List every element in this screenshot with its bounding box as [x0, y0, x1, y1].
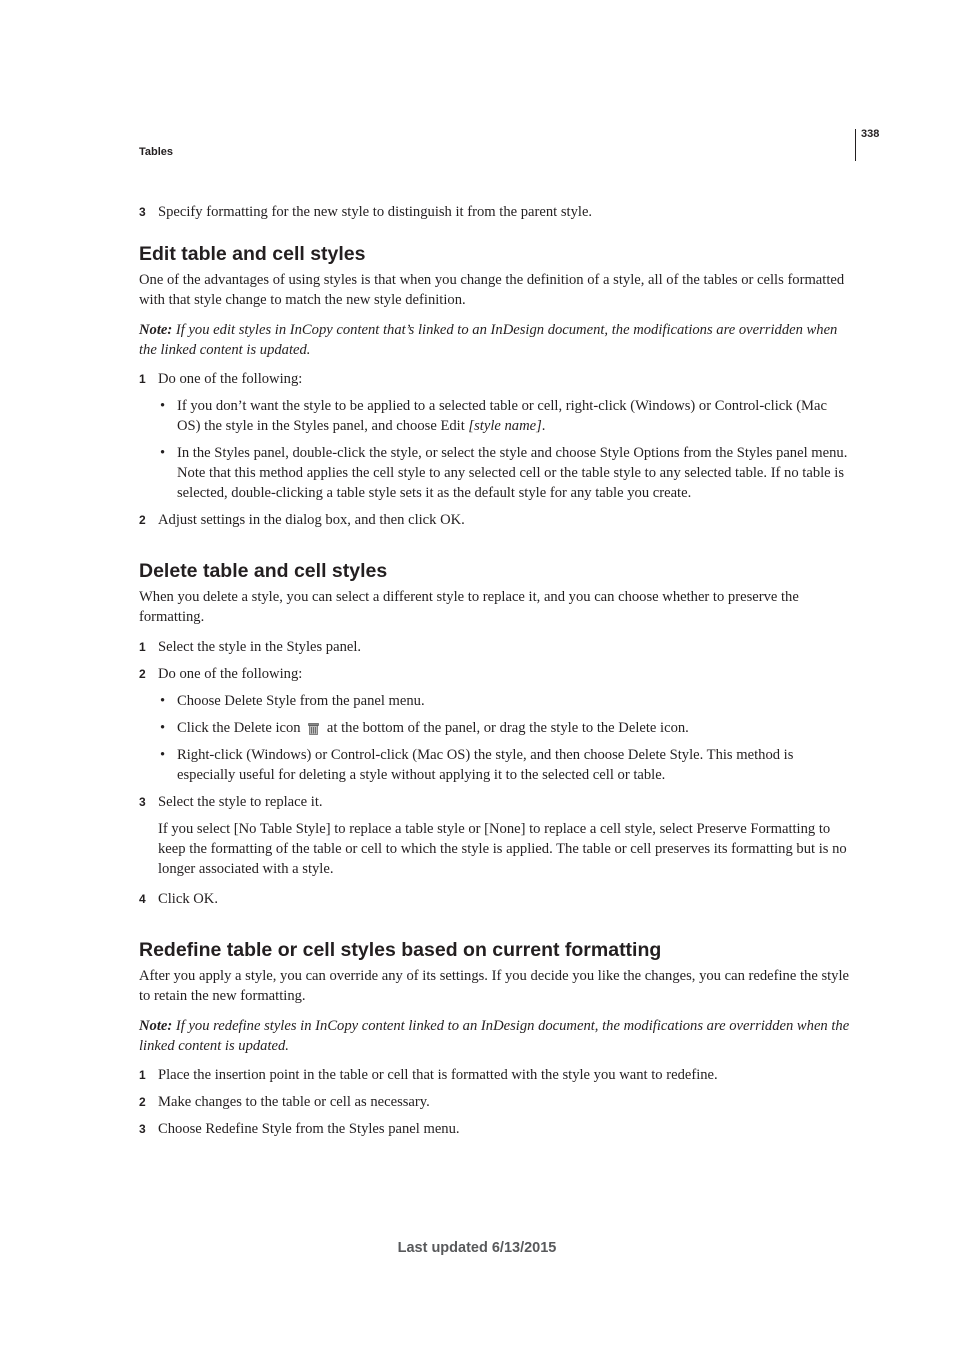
- section-heading-delete: Delete table and cell styles: [139, 560, 388, 582]
- note-label: Note:: [139, 1018, 173, 1034]
- step-item: [139, 1065, 851, 1085]
- step-text: Place the insertion point in the table or cell that is formatted with the style you want to redefine.: [158, 1067, 718, 1083]
- step-item: [139, 1119, 851, 1139]
- bullet-marker: •: [160, 747, 166, 763]
- step-item: [139, 1092, 851, 1112]
- bullet-text-end: .: [541, 418, 546, 434]
- step-text: Choose Redefine Style from the Styles panel menu.: [158, 1121, 460, 1137]
- bullet-text-end: at the bottom of the panel, or drag the style to the Delete icon.: [326, 720, 689, 736]
- step-item: [139, 889, 851, 909]
- step-text: Select the style in the Styles panel.: [158, 639, 362, 655]
- step-number: 1: [139, 372, 146, 386]
- step-number: 3: [139, 795, 146, 809]
- bullet-italic-text: [style name]: [468, 418, 542, 434]
- bullet-marker: •: [160, 398, 166, 414]
- step-text: Do one of the following:: [158, 666, 303, 682]
- bullet-text: If you don’t want the style to be applied to a selected table or cell, right-click (Windows) or Control-click (Mac OS) the style in the Styles panel, and choose Edit: [177, 398, 827, 434]
- step-text: Click OK.: [158, 891, 218, 907]
- step-text: Make changes to the table or cell as necessary.: [158, 1094, 430, 1110]
- bullet-text: Right-click (Windows) or Control-click (Mac OS) the style, and then choose Delete Style. This method is especially useful for deleting a style without applying it to the selected cell or table.: [177, 747, 794, 783]
- step-text: Adjust settings in the dialog box, and then click OK.: [158, 512, 465, 528]
- step-text: Specify formatting for the new style to distinguish it from the parent style.: [158, 204, 593, 220]
- bullet-text: In the Styles panel, double-click the style, or select the style and choose Style Options from the Styles panel menu. Note that this method applies the cell style to any selected cell or the table style to any selected table. If no table is selected, double-clicking a table style sets it as the default style for any table you create.: [177, 445, 848, 501]
- bullet-text: Choose Delete Style from the panel menu.: [177, 693, 425, 709]
- step-number: 3: [139, 1122, 146, 1136]
- section-heading-redefine: Redefine table or cell styles based on current formatting: [139, 939, 662, 961]
- bullet-marker: •: [160, 445, 166, 461]
- step-text: Do one of the following:: [158, 371, 303, 387]
- step-number: 4: [139, 892, 146, 906]
- step-item: [139, 792, 851, 812]
- section-paragraph: After you apply a style, you can override any of its settings. If you decide you like the changes, you can redefine the style to retain the new formatting.: [139, 968, 850, 1004]
- note: [139, 320, 851, 360]
- running-header: Tables: [139, 146, 174, 158]
- note-label: Note:: [139, 322, 173, 338]
- section-heading-edit: Edit table and cell styles: [139, 243, 366, 265]
- note-text: If you redefine styles in InCopy content linked to an InDesign document, the modifications are overridden when the linked content is updated.: [139, 1018, 850, 1054]
- step-item: [139, 510, 851, 530]
- step-item: [139, 369, 851, 389]
- step-number: 1: [139, 1068, 146, 1082]
- step-text: Select the style to replace it.: [158, 794, 323, 810]
- step-number: 3: [139, 205, 146, 219]
- note-text: If you edit styles in InCopy content that’s linked to an InDesign document, the modifications are overridden when the linked content is updated.: [139, 322, 838, 358]
- section-paragraph: When you delete a style, you can select a different style to replace it, and you can choose whether to preserve the formatting.: [139, 589, 799, 625]
- bullet-item: [139, 691, 851, 711]
- bullet-marker: •: [160, 720, 166, 736]
- bullet-item: [139, 745, 851, 785]
- bullet-item: [139, 443, 851, 503]
- page-number: 338: [861, 128, 880, 140]
- page-content: [139, 202, 851, 1146]
- note: [139, 1016, 851, 1056]
- header-divider: [855, 129, 856, 161]
- step-number: 2: [139, 667, 146, 681]
- intro-step: [139, 202, 851, 222]
- step-number: 1: [139, 640, 146, 654]
- section-paragraph: One of the advantages of using styles is that when you change the definition of a style, all of the tables or cells formatted with that style change to match the new style definition.: [139, 272, 845, 308]
- bullet-item: [139, 718, 851, 738]
- step-item: [139, 637, 851, 657]
- bullet-item: [139, 396, 851, 436]
- footer-last-updated: Last updated 6/13/2015: [397, 1240, 557, 1256]
- trash-icon: [308, 721, 319, 734]
- step-number: 2: [139, 1095, 146, 1109]
- bullet-marker: •: [160, 693, 166, 709]
- step-item: [139, 664, 851, 684]
- step-paragraph: If you select [No Table Style] to replace a table style or [None] to replace a cell style, select Preserve Formatting to keep the formatting of the table or cell to which the style is applied. The table or cell preserves its formatting but is no longer associated with a style.: [158, 821, 847, 877]
- bullet-text: Click the Delete icon: [177, 720, 301, 736]
- step-number: 2: [139, 513, 146, 527]
